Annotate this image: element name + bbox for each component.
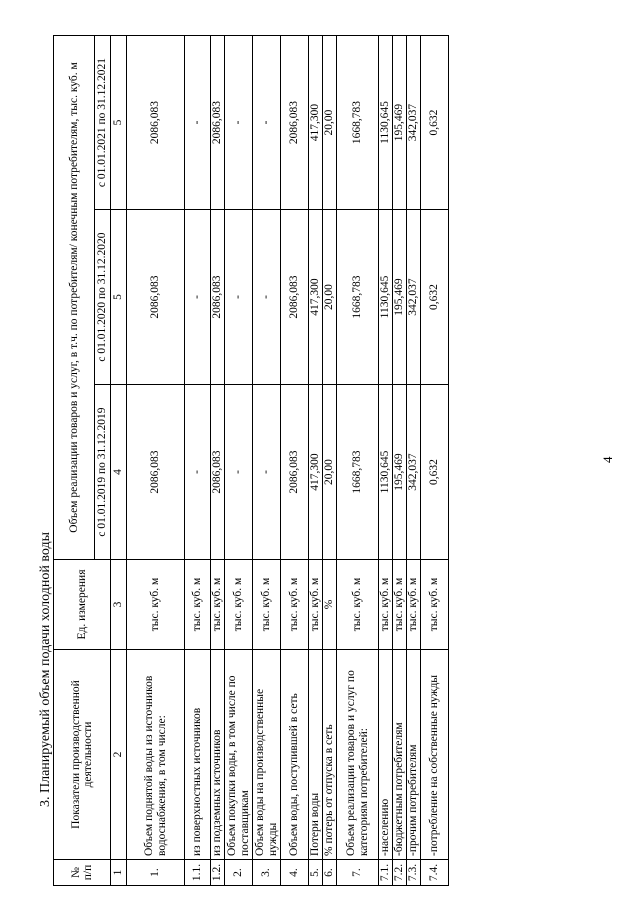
row-unit: тыс. куб. м — [185, 560, 211, 650]
row-value-2021: - — [253, 36, 281, 210]
index-cell: 3 — [111, 560, 127, 650]
column-index-row — [111, 36, 127, 886]
header-row-1 — [54, 36, 95, 886]
header-period-2021: с 01.01.2021 по 31.12.2021 — [95, 36, 111, 210]
row-value-2019: 2086,083 — [281, 385, 309, 560]
row-unit: тыс. куб. м — [407, 560, 421, 650]
row-value-2019: 195,469 — [393, 385, 407, 560]
row-value-2019: 2086,083 — [211, 385, 225, 560]
table-row — [337, 36, 379, 886]
row-value-2019: 1668,783 — [337, 385, 379, 560]
row-value-2020: 342,037 — [407, 210, 421, 385]
table-row — [225, 36, 253, 886]
page-number: 4 — [600, 456, 615, 463]
row-num: 1. — [127, 860, 185, 886]
row-indicator: Объем покупки воды, в том числе по поставщикам — [225, 650, 253, 860]
row-value-2021: 342,037 — [407, 36, 421, 210]
row-value-2019: - — [185, 385, 211, 560]
row-value-2019: 0,632 — [421, 385, 449, 560]
row-value-2020: 0,632 — [421, 210, 449, 385]
row-unit: тыс. куб. м — [309, 560, 323, 650]
row-indicator: Объем поднятой воды из источников водоснабжения, в том числе: — [127, 650, 185, 860]
row-value-2019: 1130,645 — [379, 385, 393, 560]
row-value-2020: 20,00 — [323, 210, 337, 385]
row-num: 1.1. — [185, 860, 211, 886]
row-num: 7.2. — [393, 860, 407, 886]
row-value-2020: 1668,783 — [337, 210, 379, 385]
row-unit: тыс. куб. м — [337, 560, 379, 650]
row-num: 5. — [309, 860, 323, 886]
header-indicator: Показатели производственной деятельности — [54, 650, 111, 860]
row-num: 2. — [225, 860, 253, 886]
row-num: 3. — [253, 860, 281, 886]
table-row — [393, 36, 407, 886]
header-num: № п/п — [54, 860, 111, 886]
row-num: 1.2. — [211, 860, 225, 886]
row-value-2020: 2086,083 — [281, 210, 309, 385]
row-value-2020: 1130,645 — [379, 210, 393, 385]
row-value-2020: 195,469 — [393, 210, 407, 385]
table-row — [407, 36, 421, 886]
row-unit: тыс. куб. м — [225, 560, 253, 650]
row-indicator: -бюджетным потребителям — [393, 650, 407, 860]
row-value-2020: - — [185, 210, 211, 385]
row-indicator: -прочим потребителям — [407, 650, 421, 860]
row-value-2020: - — [253, 210, 281, 385]
table-row — [253, 36, 281, 886]
row-unit: тыс. куб. м — [281, 560, 309, 650]
row-value-2021: 20,00 — [323, 36, 337, 210]
row-value-2020: 417,300 — [309, 210, 323, 385]
row-unit: % — [323, 560, 337, 650]
index-cell: 1 — [111, 860, 127, 886]
row-value-2021: 1130,645 — [379, 36, 393, 210]
table-row — [211, 36, 225, 886]
row-value-2021: - — [225, 36, 253, 210]
table-row — [379, 36, 393, 886]
row-value-2019: 417,300 — [309, 385, 323, 560]
table-row — [185, 36, 211, 886]
row-unit: тыс. куб. м — [127, 560, 185, 650]
row-indicator: Объем воды, поступившей в сеть — [281, 650, 309, 860]
table-row — [281, 36, 309, 886]
row-value-2021: - — [185, 36, 211, 210]
row-value-2021: 1668,783 — [337, 36, 379, 210]
row-value-2021: 195,469 — [393, 36, 407, 210]
row-num: 6. — [323, 860, 337, 886]
table-row — [127, 36, 185, 886]
header-period-2020: с 01.01.2020 по 31.12.2020 — [95, 210, 111, 385]
section-heading: 3. Планируемый объем подачи холодной воды — [38, 532, 53, 807]
row-value-2021: 0,632 — [421, 36, 449, 210]
row-value-2020: 2086,083 — [127, 210, 185, 385]
row-indicator: из поверхностных источников — [185, 650, 211, 860]
row-value-2019: - — [225, 385, 253, 560]
index-cell: 4 — [111, 385, 127, 560]
row-value-2021: 417,300 — [309, 36, 323, 210]
row-unit: тыс. куб. м — [379, 560, 393, 650]
row-value-2020: 2086,083 — [211, 210, 225, 385]
row-unit: тыс. куб. м — [211, 560, 225, 650]
row-indicator: из подземных источников — [211, 650, 225, 860]
index-cell: 5 — [111, 36, 127, 210]
table-row — [323, 36, 337, 886]
index-cell: 2 — [111, 650, 127, 860]
row-value-2021: 2086,083 — [127, 36, 185, 210]
row-value-2019: - — [253, 385, 281, 560]
header-unit: Ед. измерения — [54, 560, 111, 650]
row-value-2019: 342,037 — [407, 385, 421, 560]
row-num: 7.3. — [407, 860, 421, 886]
row-indicator: Потери воды — [309, 650, 323, 860]
row-value-2020: - — [225, 210, 253, 385]
row-value-2019: 20,00 — [323, 385, 337, 560]
row-unit: тыс. куб. м — [253, 560, 281, 650]
row-num: 7. — [337, 860, 379, 886]
row-num: 7.1. — [379, 860, 393, 886]
table-row — [421, 36, 449, 886]
row-value-2021: 2086,083 — [211, 36, 225, 210]
row-indicator: % потерь от отпуска в сеть — [323, 650, 337, 860]
row-indicator: Объем воды на производственные нужды — [253, 650, 281, 860]
row-value-2021: 2086,083 — [281, 36, 309, 210]
row-unit: тыс. куб. м — [393, 560, 407, 650]
index-cell: 5 — [111, 210, 127, 385]
row-indicator: Объем реализации товаров и услуг по категориям потребителей: — [337, 650, 379, 860]
row-indicator: -потребление на собственные нужды — [421, 650, 449, 860]
header-volume-group: Объем реализации товаров и услуг, в т.ч. по потребителям/ конечным потребителям, тыс. куб. м — [54, 36, 95, 560]
header-period-2019: с 01.01.2019 по 31.12.2019 — [95, 385, 111, 560]
row-num: 7.4. — [421, 860, 449, 886]
row-indicator: -населению — [379, 650, 393, 860]
row-value-2019: 2086,083 — [127, 385, 185, 560]
row-num: 4. — [281, 860, 309, 886]
table-row — [309, 36, 323, 886]
water-supply-table — [53, 35, 449, 886]
row-unit: тыс. куб. м — [421, 560, 449, 650]
